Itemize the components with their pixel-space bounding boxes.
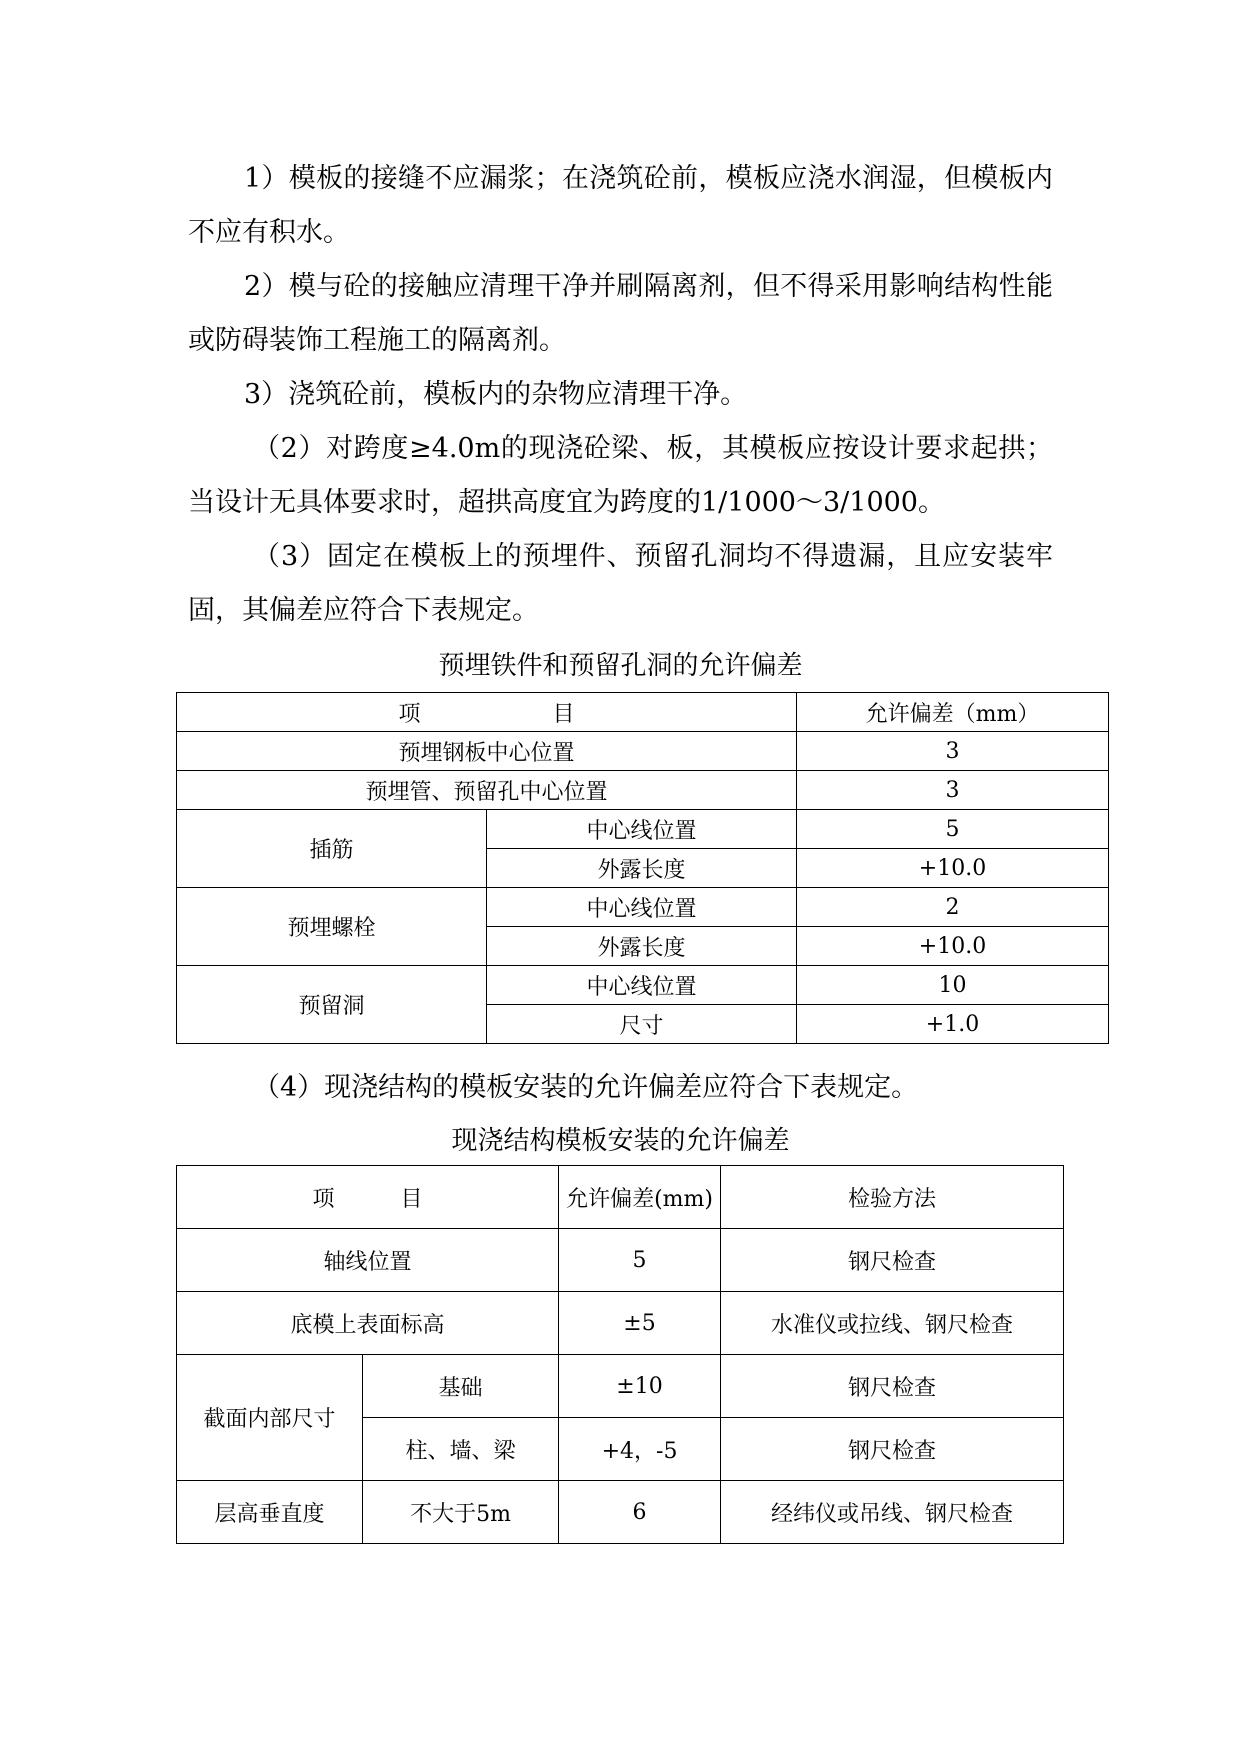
row-method: 钢尺检查	[721, 1229, 1064, 1292]
row-item: 预埋钢板中心位置	[177, 732, 797, 771]
header-item: 项 目	[177, 1166, 559, 1229]
table-row	[177, 1481, 1064, 1544]
table-row	[177, 888, 1109, 927]
row-group-item: 预埋螺栓	[177, 888, 487, 966]
formwork-installation-tolerance-table	[176, 1165, 1064, 1544]
table-row	[177, 771, 1109, 810]
table-row	[177, 810, 1109, 849]
header-item: 项 目	[177, 693, 797, 732]
header-tolerance: 允许偏差(mm)	[559, 1166, 721, 1229]
table-header-row	[177, 1166, 1064, 1229]
row-method: 钢尺检查	[721, 1355, 1064, 1418]
row-group-item: 层高垂直度	[177, 1481, 363, 1544]
table2-caption: 现浇结构模板安装的允许偏差	[451, 1126, 790, 1156]
row-value: 2	[797, 888, 1109, 927]
header-tolerance: 允许偏差（mm）	[797, 693, 1109, 732]
row-sub-item: 尺寸	[487, 1005, 797, 1044]
row-sub-item: 中心线位置	[487, 888, 797, 927]
paragraph-2: 2）模与砼的接触应清理干净并刷隔离剂，但不得采用影响结构性能或防碍装饰工程施工的隔离剂。	[188, 271, 1053, 356]
row-sub-item: 柱、墙、梁	[363, 1418, 559, 1481]
paragraph-6: （4）现浇结构的模板安装的允许偏差应符合下表规定。	[253, 1072, 919, 1103]
table-row	[177, 966, 1109, 1005]
row-method: 水准仪或拉线、钢尺检查	[721, 1292, 1064, 1355]
row-method: 钢尺检查	[721, 1418, 1064, 1481]
row-sub-item: 中心线位置	[487, 810, 797, 849]
row-value: +10.0	[797, 849, 1109, 888]
row-item: 轴线位置	[177, 1229, 559, 1292]
paragraph-1: 1）模板的接缝不应漏浆；在浇筑砼前，模板应浇水润湿，但模板内不应有积水。	[188, 163, 1053, 248]
row-sub-item: 不大于5m	[363, 1481, 559, 1544]
row-item: 底模上表面标高	[177, 1292, 559, 1355]
row-value: +4，-5	[559, 1418, 721, 1481]
row-sub-item: 外露长度	[487, 927, 797, 966]
row-group-item: 预留洞	[177, 966, 487, 1044]
row-value: ±5	[559, 1292, 721, 1355]
table-row	[177, 1355, 1064, 1418]
table-row	[177, 732, 1109, 771]
row-item: 预埋管、预留孔中心位置	[177, 771, 797, 810]
row-group-item: 插筋	[177, 810, 487, 888]
paragraph-3: 3）浇筑砼前，模板内的杂物应清理干净。	[244, 379, 748, 410]
table1-caption: 预埋铁件和预留孔洞的允许偏差	[438, 651, 803, 681]
embedded-parts-tolerance-table	[176, 692, 1109, 1044]
row-value: 10	[797, 966, 1109, 1005]
header-method: 检验方法	[721, 1166, 1064, 1229]
table-row	[177, 1292, 1064, 1355]
table-header-row	[177, 693, 1109, 732]
row-sub-item: 基础	[363, 1355, 559, 1418]
row-sub-item: 中心线位置	[487, 966, 797, 1005]
row-group-item: 截面内部尺寸	[177, 1355, 363, 1481]
row-value: +1.0	[797, 1005, 1109, 1044]
row-value: 5	[797, 810, 1109, 849]
row-value: 3	[797, 771, 1109, 810]
paragraph-4: （2）对跨度≥4.0m的现浇砼梁、板，其模板应按设计要求起拱；当设计无具体要求时，超拱高度宜为跨度的1/1000～3/1000。	[188, 433, 1053, 518]
row-value: ±10	[559, 1355, 721, 1418]
row-sub-item: 外露长度	[487, 849, 797, 888]
table-row	[177, 1229, 1064, 1292]
row-value: 6	[559, 1481, 721, 1544]
paragraph-5: （3）固定在模板上的预埋件、预留孔洞均不得遗漏，且应安装牢固，其偏差应符合下表规定。	[188, 541, 1053, 626]
row-value: 3	[797, 732, 1109, 771]
row-method: 经纬仪或吊线、钢尺检查	[721, 1481, 1064, 1544]
row-value: 5	[559, 1229, 721, 1292]
row-value: +10.0	[797, 927, 1109, 966]
